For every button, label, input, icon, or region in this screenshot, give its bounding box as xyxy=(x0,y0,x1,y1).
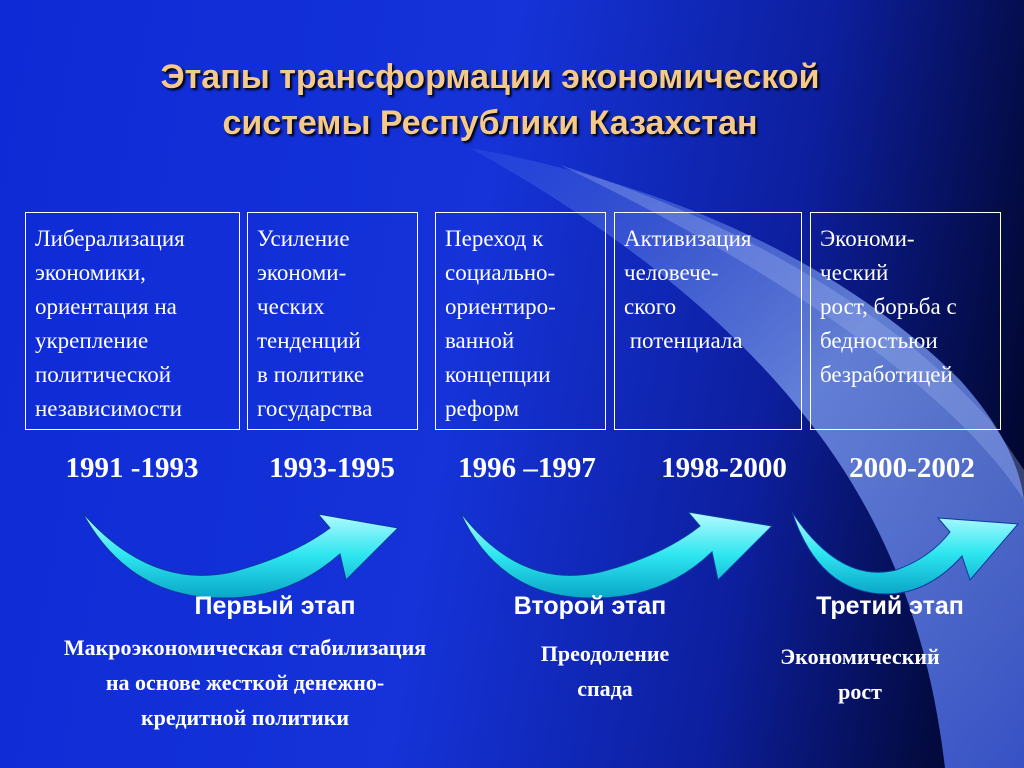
period-box-3: Переход к социально- ориентиро- ванной концепции реформ xyxy=(435,212,606,430)
stage-title-third: Третий этап xyxy=(816,592,964,620)
curved-arrow-first-stage xyxy=(82,512,398,598)
year-label-5: 2000-2002 xyxy=(849,452,975,484)
page-title-line-1: Этапы трансформации экономической xyxy=(160,58,820,96)
period-box-2: Усиление экономи- ческих тенденций в политике государства xyxy=(247,212,418,430)
stage-description-second: Преодоление спада xyxy=(540,641,670,701)
year-label-4: 1998-2000 xyxy=(661,452,787,484)
period-box-5: Экономи- ческий рост, борьба с бедностьюи безработицей xyxy=(810,212,1001,430)
stage-title-first: Первый этап xyxy=(194,592,356,620)
curved-arrow-third-stage xyxy=(792,512,1018,594)
stage-description-third: Экономический рост xyxy=(780,644,940,704)
stage-description-first: Макроэкономическая стабилизация на основе жесткой денежно- кредитной политики xyxy=(63,635,427,730)
curved-arrow-second-stage xyxy=(460,512,772,598)
page-title-line-2: системы Республики Казахстан xyxy=(222,104,758,142)
stage-title-second: Второй этап xyxy=(513,592,667,620)
year-label-2: 1993-1995 xyxy=(269,452,395,484)
period-box-1: Либерализация экономики, ориентация на укрепление политической независимости xyxy=(25,212,240,430)
year-label-1: 1991 -1993 xyxy=(65,452,199,484)
period-box-4: Активизация человече- ского потенциала xyxy=(614,212,802,430)
year-label-3: 1996 –1997 xyxy=(458,452,596,484)
